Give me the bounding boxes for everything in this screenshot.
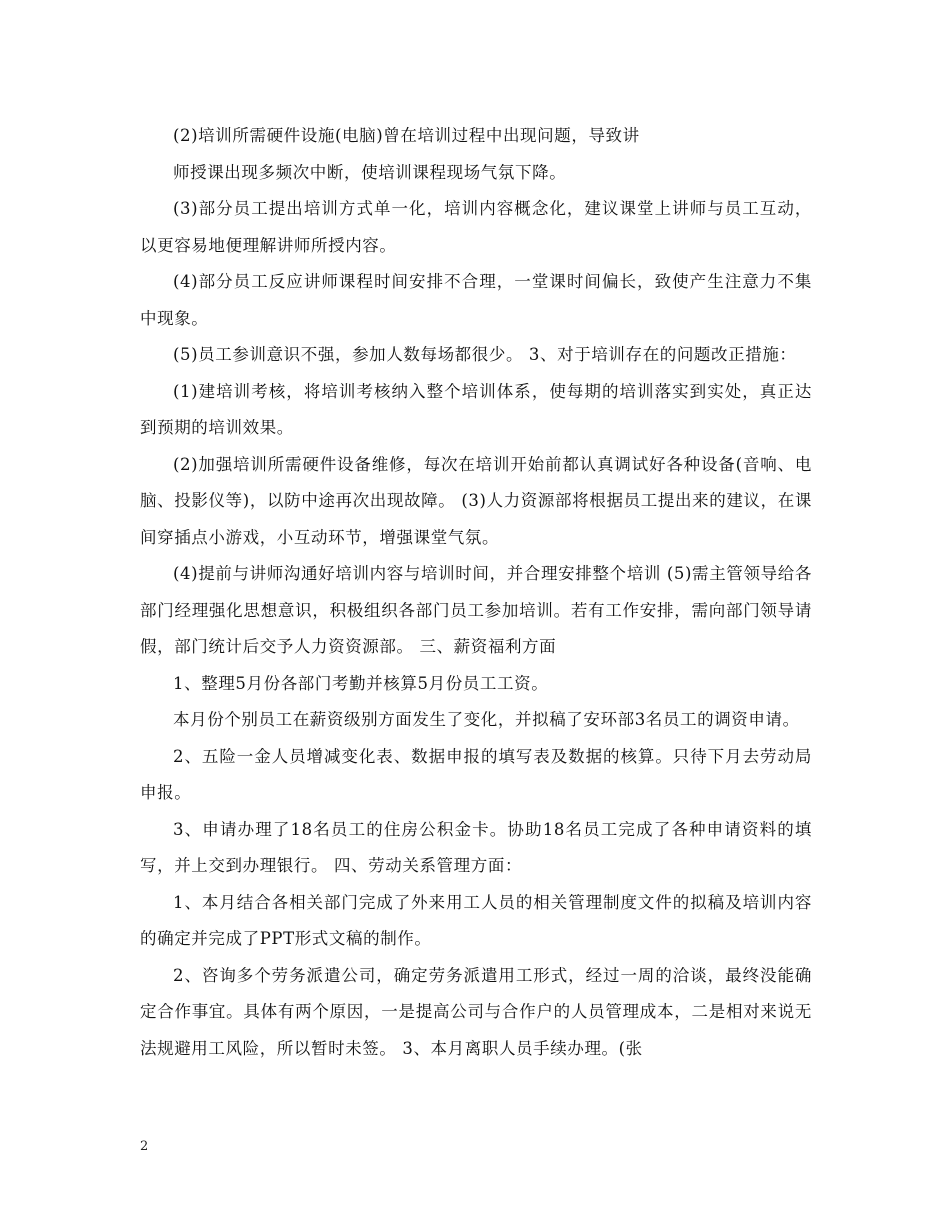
paragraph: 本月份个别员工在薪资级别方面发生了变化，并拟稿了安环部3名员工的调资申请。 <box>173 710 800 729</box>
paragraph: 1、本月结合各相关部门完成了外来用工人员的相关管理制度文件的拟稿及培训内容的确定并完成了PPT形式文稿的制作。 <box>140 892 812 948</box>
paragraph: (1)建培训考核，将培训考核纳入整个培训体系，使每期的培训落实到实处，真正达到预期的培训效果。 <box>140 381 812 437</box>
paragraph: (4)部分员工反应讲师课程时间安排不合理，一堂课时间偏长，致使产生注意力不集中现象。 <box>140 272 812 328</box>
page-number: 2 <box>140 1139 149 1154</box>
paragraph: (4)提前与讲师沟通好培训内容与培训时间，并合理安排整个培训 (5)需主管领导给各部门经理强化思想意识，积极组织各部门员工参加培训。若有工作安排，需向部门领导请假，部门统计后交予人力资资源部。 三、薪资福利方面 <box>140 564 812 656</box>
paragraph: (2)加强培训所需硬件设备维修，每次在培训开始前都认真调试好各种设备(音响、电脑、投影仪等)，以防中途再次出现故障。 (3)人力资源部将根据员工提出来的建议，在课间穿插点小游戏，小互动环节，增强课堂气氛。 <box>140 454 812 547</box>
document-body <box>140 118 812 1067</box>
paragraph: (3)部分员工提出培训方式单一化，培训内容概念化，建议课堂上讲师与员工互动，以更容易地便理解讲师所授内容。 <box>140 199 812 255</box>
paragraph: 2、咨询多个劳务派遣公司，确定劳务派遣用工形式，经过一周的洽谈，最终没能确定合作事宜。具体有两个原因，一是提高公司与合作户的人员管理成本，二是相对来说无法规避用工风险，所以暂时未签。 3、本月离职人员手续办理。(张 <box>140 965 812 1058</box>
paragraph-line: 师授课出现多频次中断，使培训课程现场气氛下降。 <box>173 162 567 182</box>
paragraph: 3、申请办理了18名员工的住房公积金卡。协助18名员工完成了各种申请资料的填写，并上交到办理银行。 四、劳动关系管理方面： <box>140 819 812 875</box>
paragraph: 1、整理5月份各部门考勤并核算5月份员工工资。 <box>173 673 549 693</box>
paragraph: 2、五险一金人员增减变化表、数据申报的填写表及数据的核算。只待下月去劳动局申报。 <box>140 746 812 802</box>
paragraph-line: (2)培训所需硬件设施(电脑)曾在培训过程中出现问题，导致讲 <box>173 126 640 145</box>
paragraph: (5)员工参训意识不强，参加人数每场都很少。 3、对于培训存在的问题改正措施： <box>173 345 797 364</box>
